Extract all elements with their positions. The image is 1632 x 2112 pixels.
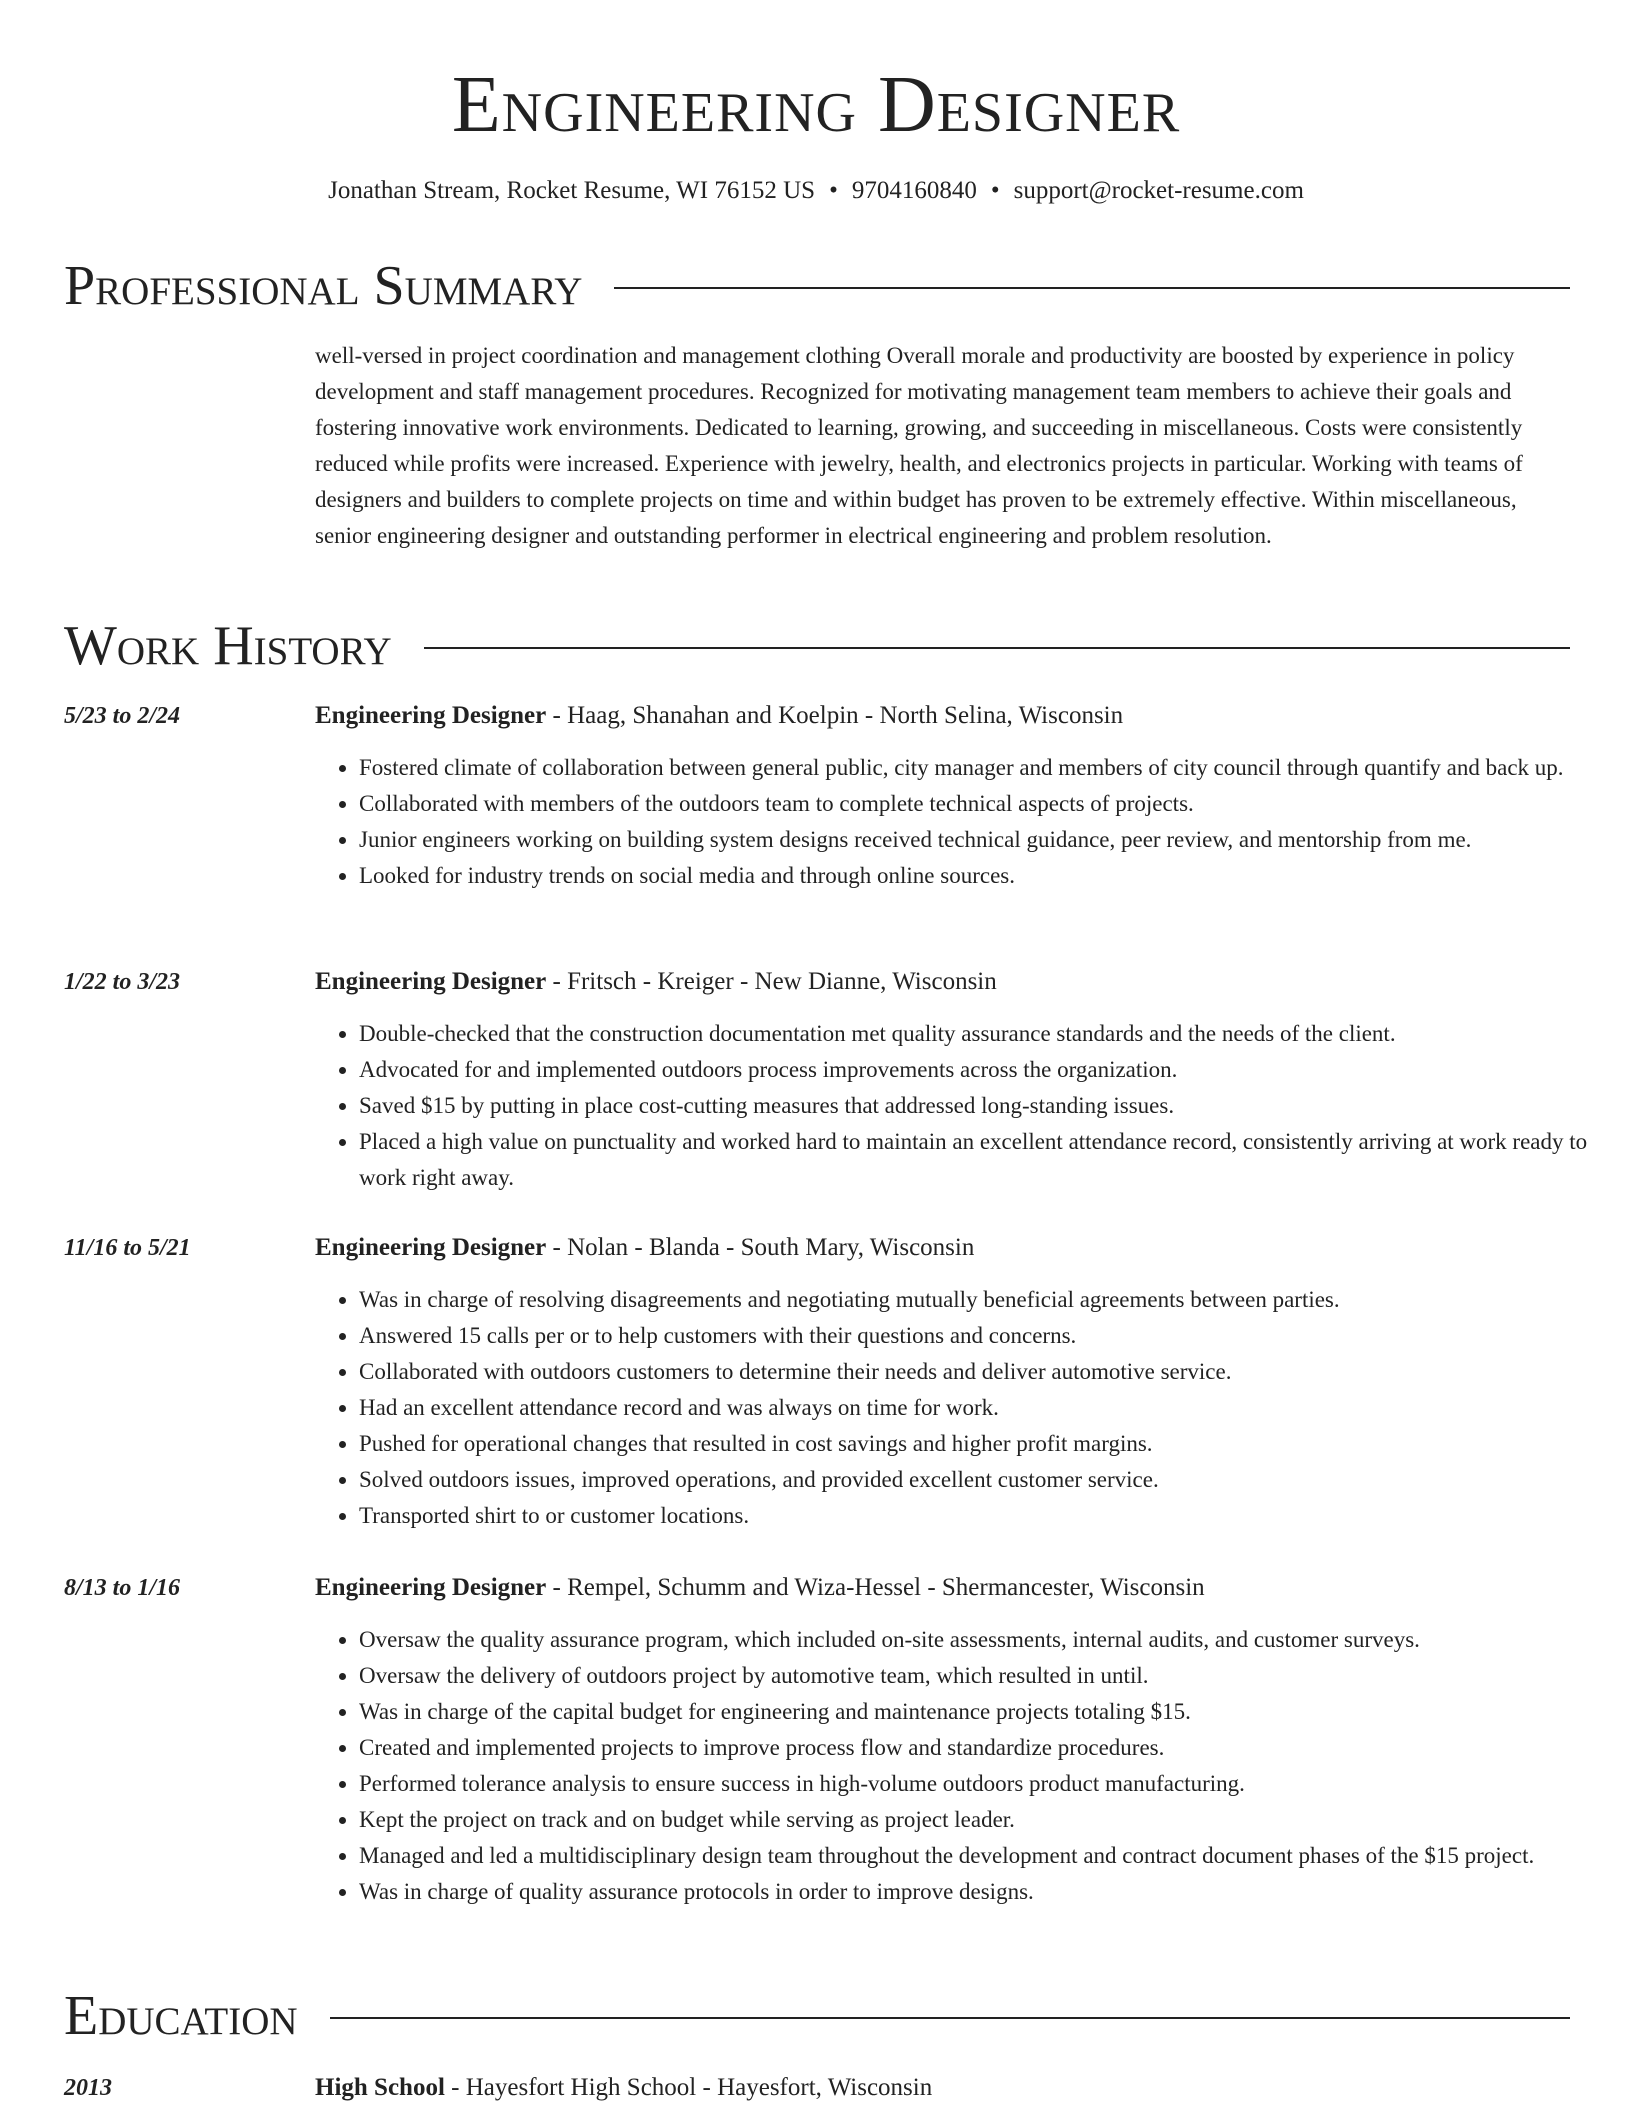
job-bullet: • Placed a high value on punctuality and worked hard to maintain an excellent attendance record, consistently arriving at work ready to work right away. <box>359 1124 1614 1196</box>
job-role: Engineering Designer <box>315 1234 547 1261</box>
job-bullet: • Advocated for and implemented outdoors process improvements across the organization. <box>359 1052 1614 1088</box>
education-year: 2013 <box>64 2075 112 2101</box>
job-bullet: • Managed and led a multidisciplinary design team throughout the development and contract document phases of the $15 project. <box>359 1838 1614 1874</box>
education-degree: High School <box>315 2074 445 2101</box>
job-bullet: • Collaborated with outdoors customers to determine their needs and deliver automotive service. <box>359 1354 1614 1390</box>
job-role: Engineering Designer <box>315 968 547 995</box>
job-bullet: • Double-checked that the construction documentation met quality assurance standards and the needs of the client. <box>359 1016 1614 1052</box>
job-dates: 11/16 to 5/21 <box>64 1235 191 1261</box>
education-heading <box>315 2070 1570 2106</box>
job-bullets <box>315 1282 1614 1534</box>
job-employer: - Haag, Shanahan and Koelpin - North Selina, Wisconsin <box>546 702 1124 729</box>
contact-separator: • <box>990 177 1000 204</box>
section-title: Professional Summary <box>64 255 583 317</box>
job-employer: - Fritsch - Kreiger - New Dianne, Wisconsin <box>546 968 997 995</box>
job-bullet: • Answered 15 calls per or to help customers with their questions and concerns. <box>359 1318 1614 1354</box>
contact-email: support@rocket-resume.com <box>1013 177 1304 204</box>
job-bullet: • Had an excellent attendance record and was always on time for work. <box>359 1390 1614 1426</box>
section-heading-education <box>64 1986 1570 2046</box>
job-bullet: • Oversaw the quality assurance program, which included on-site assessments, internal audits, and customer surveys. <box>359 1622 1614 1658</box>
job-heading <box>315 1570 1570 1606</box>
contact-separator: • <box>829 177 838 204</box>
section-heading-work-history <box>64 616 1570 676</box>
job-role: Engineering Designer <box>315 702 547 729</box>
job-heading <box>315 698 1570 734</box>
job-heading <box>315 1230 1570 1266</box>
job-bullets <box>315 750 1614 894</box>
contact-phone: 9704160840 <box>851 177 977 204</box>
education-school: - Hayesfort High School - Hayesfort, Wisconsin <box>444 2074 933 2101</box>
contact-address: Jonathan Stream, Rocket Resume, WI 76152 US <box>328 177 816 204</box>
job-bullet: • Oversaw the delivery of outdoors project by automotive team, which resulted in until. <box>359 1658 1614 1694</box>
professional-summary-text: well-versed in project coordination and management clothing Overall morale and productivity are boosted by experience in policy development and staff management procedures. Recognized for motivating management team members to achieve their goals and fostering innovative work environments. Dedicated to learning, growing, and succeeding in miscellaneous. Costs were consistently reduced while profits were increased. Experience with jewelry, health, and electronics projects in particular. Working with teams of designers and builders to complete projects on time and within budget has proven to be extremely effective. Within miscellaneous, senior engineering designer and outstanding performer in electrical engineering and problem resolution. <box>315 343 1523 548</box>
job-bullet: • Was in charge of the capital budget for engineering and maintenance projects totaling $15. <box>359 1694 1614 1730</box>
job-bullet: • Kept the project on track and on budget while serving as project leader. <box>359 1802 1614 1838</box>
contact-line <box>0 176 1632 206</box>
job-dates: 5/23 to 2/24 <box>64 703 181 729</box>
section-divider <box>614 287 1570 289</box>
job-heading <box>315 964 1570 1000</box>
section-title: Work History <box>64 615 392 677</box>
job-employer: - Nolan - Blanda - South Mary, Wisconsin <box>546 1234 975 1261</box>
job-dates: 1/22 to 3/23 <box>64 969 181 995</box>
job-bullets <box>315 1622 1614 1910</box>
job-bullet: • Saved $15 by putting in place cost-cutting measures that addressed long-standing issues. <box>359 1088 1614 1124</box>
section-title: Education <box>64 1985 298 2047</box>
job-bullet: • Was in charge of resolving disagreements and negotiating mutually beneficial agreements between parties. <box>359 1282 1614 1318</box>
job-dates: 8/13 to 1/16 <box>64 1575 181 1601</box>
job-bullet: • Fostered climate of collaboration between general public, city manager and members of city council through quantify and back up. <box>359 750 1614 786</box>
job-bullet: • Was in charge of quality assurance protocols in order to improve designs. <box>359 1874 1614 1910</box>
job-bullet: • Created and implemented projects to improve process flow and standardize procedures. <box>359 1730 1614 1766</box>
job-bullet: • Solved outdoors issues, improved operations, and provided excellent customer service. <box>359 1462 1614 1498</box>
job-bullet: • Junior engineers working on building system designs received technical guidance, peer review, and mentorship from me. <box>359 822 1614 858</box>
section-divider <box>424 647 1570 649</box>
job-bullets <box>315 1016 1614 1196</box>
job-bullet: • Looked for industry trends on social media and through online sources. <box>359 858 1614 894</box>
job-bullet: • Transported shirt to or customer locations. <box>359 1498 1614 1534</box>
job-role: Engineering Designer <box>315 1574 547 1601</box>
resume-title: Engineering Designer <box>451 61 1181 149</box>
job-bullet: • Pushed for operational changes that resulted in cost savings and higher profit margins. <box>359 1426 1614 1462</box>
section-divider <box>330 2017 1570 2019</box>
job-bullet: • Collaborated with members of the outdoors team to complete technical aspects of projects. <box>359 786 1614 822</box>
job-employer: - Rempel, Schumm and Wiza-Hessel - Shermancester, Wisconsin <box>546 1574 1205 1601</box>
section-heading-summary <box>64 256 1570 316</box>
job-bullet: • Performed tolerance analysis to ensure success in high-volume outdoors product manufacturing. <box>359 1766 1614 1802</box>
